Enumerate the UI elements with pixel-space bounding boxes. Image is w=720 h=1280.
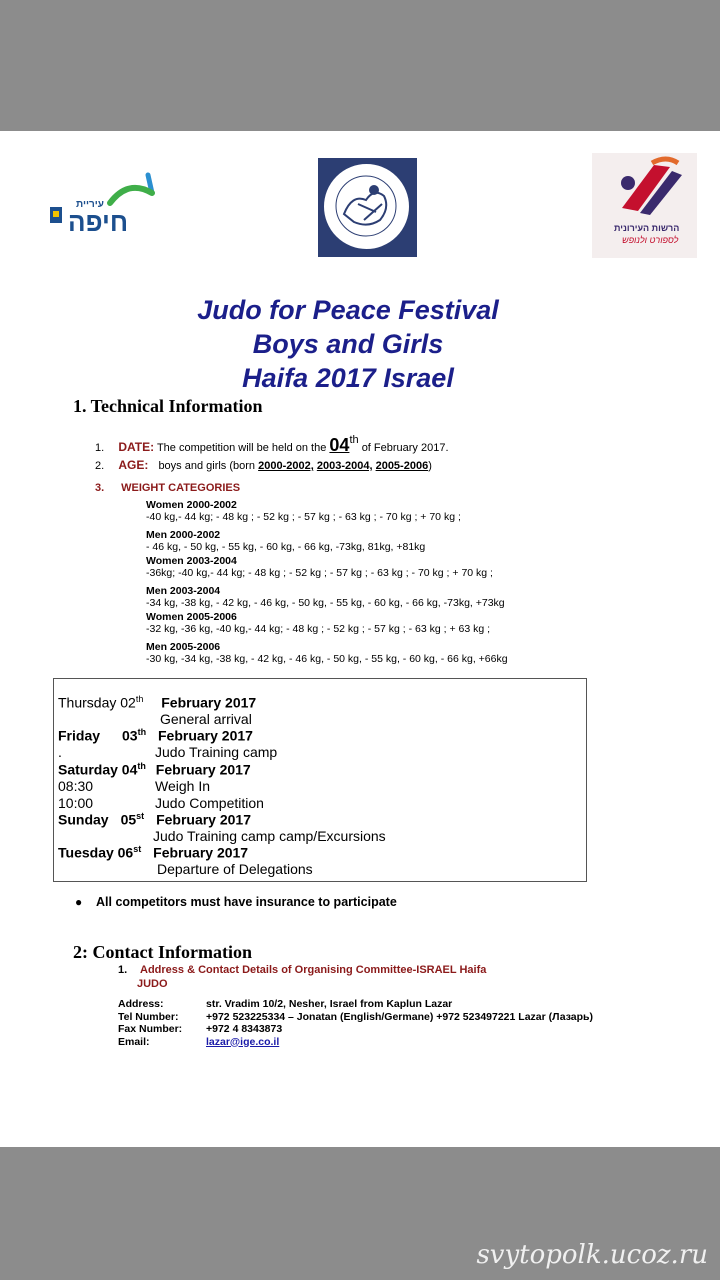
sport-authority-text-2: לספורט ולנופש (622, 235, 679, 245)
watermark: svytopolk.ucoz.ru (476, 1240, 708, 1270)
schedule-item (58, 744, 278, 760)
tel-value: +972 523225334 – Jonatan (English/Germane) +972 523497221 Lazar (Лазарь) (206, 1010, 594, 1023)
israel-judo-association-logo (318, 158, 417, 257)
bullet-dot: ● (75, 895, 83, 909)
table-row (118, 1036, 593, 1049)
item-text: Judo Competition (155, 795, 264, 811)
sport-authority-logo (592, 153, 697, 258)
day-suffix: st (136, 811, 145, 821)
date-text-after: of February 2017. (361, 442, 449, 454)
email-link[interactable]: lazar@ige.co.il (206, 1035, 280, 1048)
email-label: Email: (118, 1035, 150, 1048)
day-suffix: th (135, 694, 144, 704)
bullet-dot: . (58, 744, 62, 760)
category-heading: Men 2005-2006 (146, 641, 221, 653)
day-number: 03 (122, 727, 138, 744)
item-time: 08:30 (58, 778, 94, 794)
age-label: AGE: (118, 458, 149, 472)
weight-category-block (146, 611, 490, 635)
item-number: 1. (95, 442, 105, 454)
month-label: February 2017 (161, 694, 257, 711)
day-label: Thursday 02 (58, 694, 136, 711)
weight-category-block (146, 641, 508, 665)
date-text: The competition will be held on the (156, 442, 327, 454)
category-heading: Men 2000-2002 (146, 529, 221, 541)
title-line-1: Judo for Peace Festival (197, 295, 499, 325)
date-day-suffix: th (349, 434, 359, 447)
category-weights: -36kg; -40 kg,- 44 kg; - 48 kg ; - 52 kg ; - 57 kg ; - 63 kg ; - 70 kg ; + 70 kg ; (146, 567, 493, 579)
contact-information-heading: 2: Contact Information (73, 942, 252, 962)
title-line-2: Boys and Girls (252, 329, 444, 359)
schedule-item (58, 795, 358, 811)
haifa-text: חיפה (68, 207, 129, 237)
organising-committee-line-1: Address & Contact Details of Organising Committee-ISRAEL Haifa (140, 964, 487, 976)
address-value: str. Vradim 10/2, Nesher, Israel from Kaplun Lazar (206, 998, 453, 1010)
day-suffix: th (137, 761, 146, 771)
age-text: boys and girls (born (158, 460, 256, 472)
date-item (95, 435, 449, 456)
weight-category-block (146, 529, 425, 553)
category-heading: Men 2003-2004 (146, 585, 221, 597)
age-years-3: 2005-2006 (375, 460, 429, 472)
day-number: 05 (120, 811, 137, 828)
category-heading: Women 2000-2002 (146, 499, 237, 511)
category-weights: -34 kg, -38 kg, - 42 kg, - 46 kg, - 50 kg, - 55 kg, - 60 kg, - 66 kg, -73kg, +73kg (146, 597, 505, 609)
contact-details-table (118, 998, 593, 1048)
day-suffix: st (133, 844, 142, 854)
weight-category-block (146, 555, 493, 579)
insurance-note: All competitors must have insurance to participate (96, 895, 397, 909)
haifa-municipality-logo (48, 171, 160, 237)
schedule-day-thursday (58, 694, 256, 711)
category-weights: -30 kg, -34 kg, -38 kg, - 42 kg, - 46 kg, - 50 kg, - 55 kg, - 60 kg, - 66 kg, +66kg (146, 653, 508, 665)
technical-information-heading: 1. Technical Information (73, 396, 263, 416)
date-label: DATE: (118, 440, 155, 454)
schedule-day-sunday (58, 811, 251, 828)
table-row (118, 998, 593, 1011)
item-number: 3. (95, 482, 105, 494)
schedule-item: Judo Training camp camp/Excursions (153, 828, 386, 844)
schedule-item: Departure of Delegations (157, 861, 313, 877)
fax-label: Fax Number: (118, 1023, 183, 1035)
tel-label: Tel Number: (118, 1010, 179, 1023)
category-weights: -40 kg,- 44 kg; - 48 kg ; - 52 kg ; - 57 kg ; - 63 kg ; - 70 kg ; + 70 kg ; (146, 511, 461, 523)
day-label: Saturday 04 (58, 761, 138, 778)
category-heading: Women 2003-2004 (146, 555, 237, 567)
age-years-2: 2003-2004, (316, 460, 373, 472)
weight-categories-label: WEIGHT CATEGORIES (121, 482, 241, 494)
item-number: 2. (95, 460, 105, 472)
day-label: Tuesday 06 (58, 844, 134, 861)
weight-category-block (146, 585, 505, 609)
schedule-day-friday (58, 727, 253, 744)
fax-value: +972 4 8343873 (206, 1023, 283, 1035)
month-label: February 2017 (156, 811, 252, 828)
age-item (95, 458, 432, 472)
date-day: 04 (329, 435, 350, 455)
schedule-item: General arrival (160, 711, 252, 727)
schedule-day-tuesday (58, 844, 248, 861)
weight-categories-item (95, 478, 240, 496)
contact-item-number: 1. (118, 964, 128, 976)
age-close-paren: ) (428, 460, 432, 472)
day-suffix: th (137, 727, 147, 737)
day-label: Sunday (58, 811, 109, 828)
weight-category-block (146, 499, 461, 523)
organising-committee-line-2: JUDO (137, 978, 168, 990)
sport-authority-text-1: הרשות העירונית (614, 223, 680, 233)
table-row (118, 1011, 593, 1024)
month-label: February 2017 (155, 761, 251, 778)
day-label: Friday (58, 727, 101, 744)
haifa-small-text: עיריית (76, 199, 104, 210)
item-text: Weigh In (155, 778, 210, 794)
age-years-1: 2000-2002, (258, 460, 314, 472)
address-label: Address: (118, 998, 164, 1010)
category-weights: - 46 kg, - 50 kg, - 55 kg, - 60 kg, - 66 kg, -73kg, 81kg, +81kg (146, 541, 426, 553)
category-weights: -32 kg, -36 kg, -40 kg,- 44 kg; - 48 kg ; - 52 kg ; - 57 kg ; - 63 kg ; + 63 kg ; (146, 623, 491, 635)
document-page (0, 131, 720, 1147)
category-heading: Women 2005-2006 (146, 611, 237, 623)
month-label: February 2017 (157, 727, 253, 744)
schedule-item (58, 778, 358, 794)
title-line-3: Haifa 2017 Israel (242, 363, 454, 393)
schedule-day-saturday (58, 761, 251, 778)
item-time: 10:00 (58, 795, 94, 811)
schedule-box (53, 678, 587, 882)
month-label: February 2017 (153, 844, 249, 861)
table-row (118, 1023, 593, 1036)
item-text: Judo Training camp (155, 744, 278, 760)
